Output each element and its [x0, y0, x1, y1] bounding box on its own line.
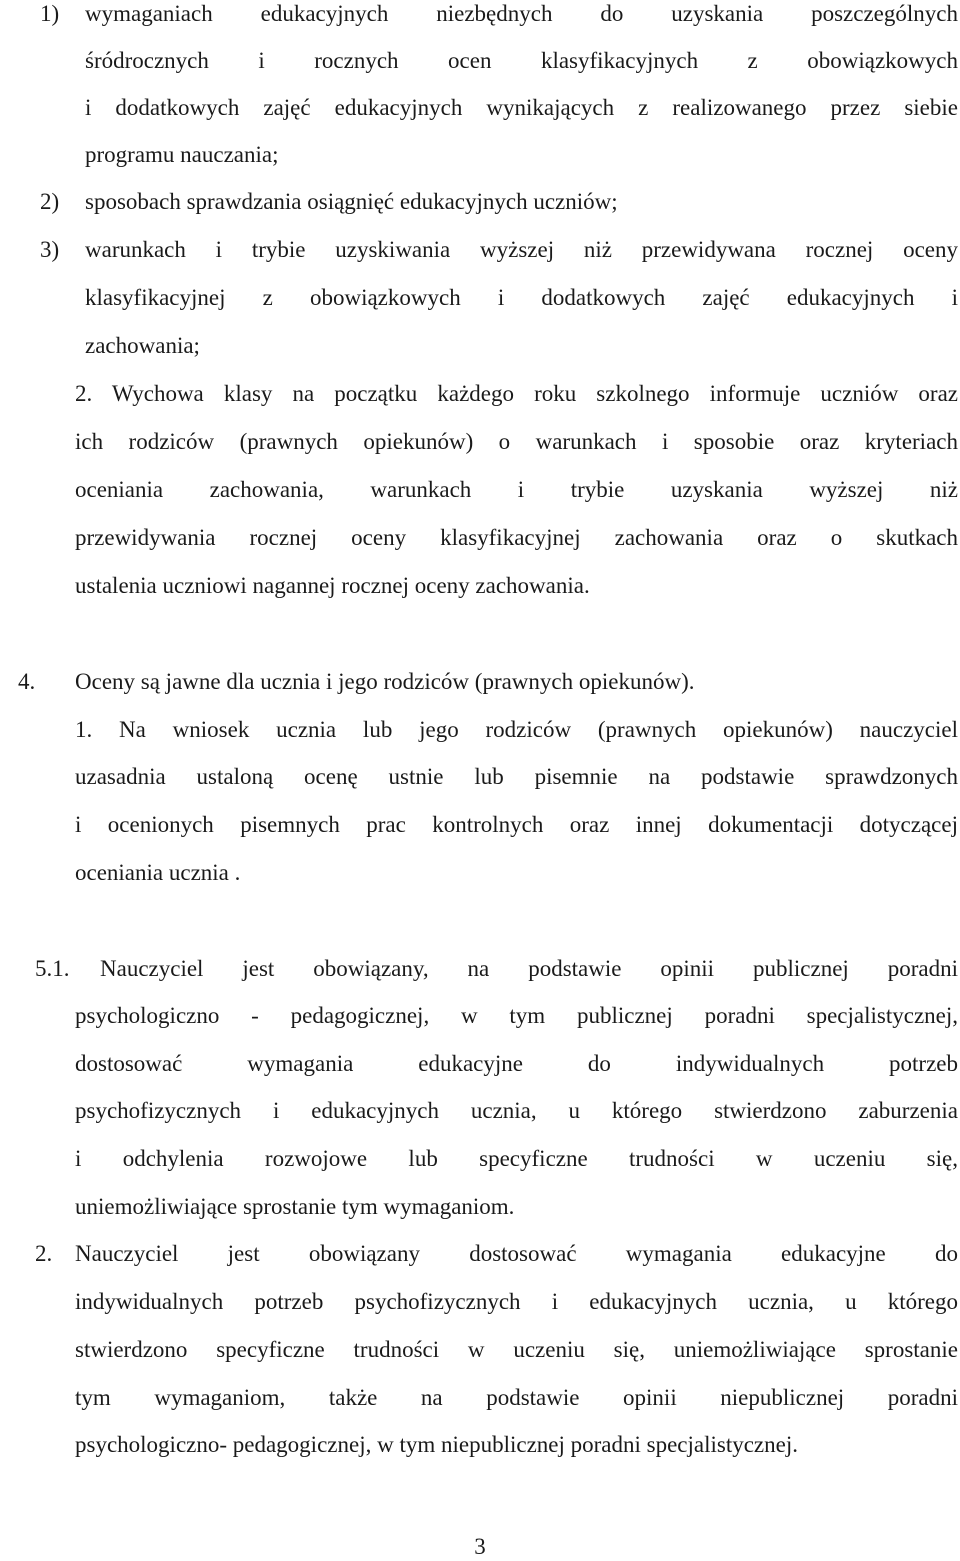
text-line: stwierdzono specyficzne trudności w uczeniu się, uniemożliwiające sprostanie — [75, 1337, 958, 1362]
text-line: Oceny są jawne dla ucznia i jego rodziców (prawnych opiekunów). — [75, 669, 695, 694]
text-line: oceniania ucznia . — [75, 860, 241, 885]
text-line: wymaganiach edukacyjnych niezbędnych do uzyskania poszczególnych — [85, 1, 958, 26]
text-line: dostosować wymagania edukacyjne do indywidualnych potrzeb — [75, 1051, 958, 1076]
text-line: psychologiczno- pedagogicznej, w tym niepublicznej poradni specjalistycznej. — [75, 1432, 798, 1457]
text-line: sposobach sprawdzania osiągnięć edukacyjnych uczniów; — [85, 189, 618, 214]
text-line: zachowania; — [85, 333, 200, 358]
text-line: śródrocznych i rocznych ocen klasyfikacyjnych z obowiązkowych — [85, 48, 958, 73]
text-line: klasyfikacyjnej z obowiązkowych i dodatkowych zajęć edukacyjnych i — [85, 285, 958, 310]
section-number: 5.1. — [35, 956, 70, 981]
text-line: i dodatkowych zajęć edukacyjnych wynikających z realizowanego przez siebie — [85, 95, 958, 120]
page-number: 3 — [474, 1534, 486, 1559]
text-line: ich rodziców (prawnych opiekunów) o warunkach i sposobie oraz kryteriach — [75, 429, 958, 454]
text-line: i odchylenia rozwojowe lub specyficzne trudności w uczeniu się, — [75, 1146, 958, 1171]
section-number: 4. — [18, 669, 36, 694]
section-number: 2. — [35, 1241, 53, 1266]
list-number: 3) — [40, 237, 60, 262]
text-line: ustalenia uczniowi nagannej rocznej oceny zachowania. — [75, 573, 590, 598]
text-line: 2. Wychowa klasy na początku każdego roku szkolnego informuje uczniów oraz — [75, 381, 958, 406]
list-number: 2) — [40, 189, 60, 214]
text-line: programu nauczania; — [85, 142, 279, 167]
text-line: oceniania zachowania, warunkach i trybie uzyskania wyższej niż — [75, 477, 958, 502]
text-line: Nauczyciel jest obowiązany dostosować wymagania edukacyjne do — [75, 1241, 958, 1266]
text-line: przewidywania rocznej oceny klasyfikacyjnej zachowania oraz o skutkach — [75, 525, 958, 550]
text-line: uniemożliwiające sprostanie tym wymaganiom. — [75, 1194, 515, 1219]
list-number: 1) — [40, 1, 60, 26]
text-line: psychologiczno - pedagogicznej, w tym publicznej poradni specjalistycznej, — [75, 1003, 958, 1028]
text-line: indywidualnych potrzeb psychofizycznych i edukacyjnych ucznia, u którego — [75, 1289, 958, 1314]
text-line: tym wymaganiom, także na podstawie opinii niepublicznej poradni — [75, 1385, 958, 1410]
text-line: i ocenionych pisemnych prac kontrolnych oraz innej dokumentacji dotyczącej — [75, 812, 958, 837]
text-line: psychofizycznych i edukacyjnych ucznia, u którego stwierdzono zaburzenia — [75, 1098, 958, 1123]
text-line: warunkach i trybie uzyskiwania wyższej niż przewidywana rocznej oceny — [85, 237, 958, 262]
text-line: uzasadnia ustaloną ocenę ustnie lub pisemnie na podstawie sprawdzonych — [75, 764, 958, 789]
text-line: 1. Na wniosek ucznia lub jego rodziców (prawnych opiekunów) nauczyciel — [75, 717, 958, 742]
text-line: Nauczyciel jest obowiązany, na podstawie opinii publicznej poradni — [100, 956, 958, 981]
